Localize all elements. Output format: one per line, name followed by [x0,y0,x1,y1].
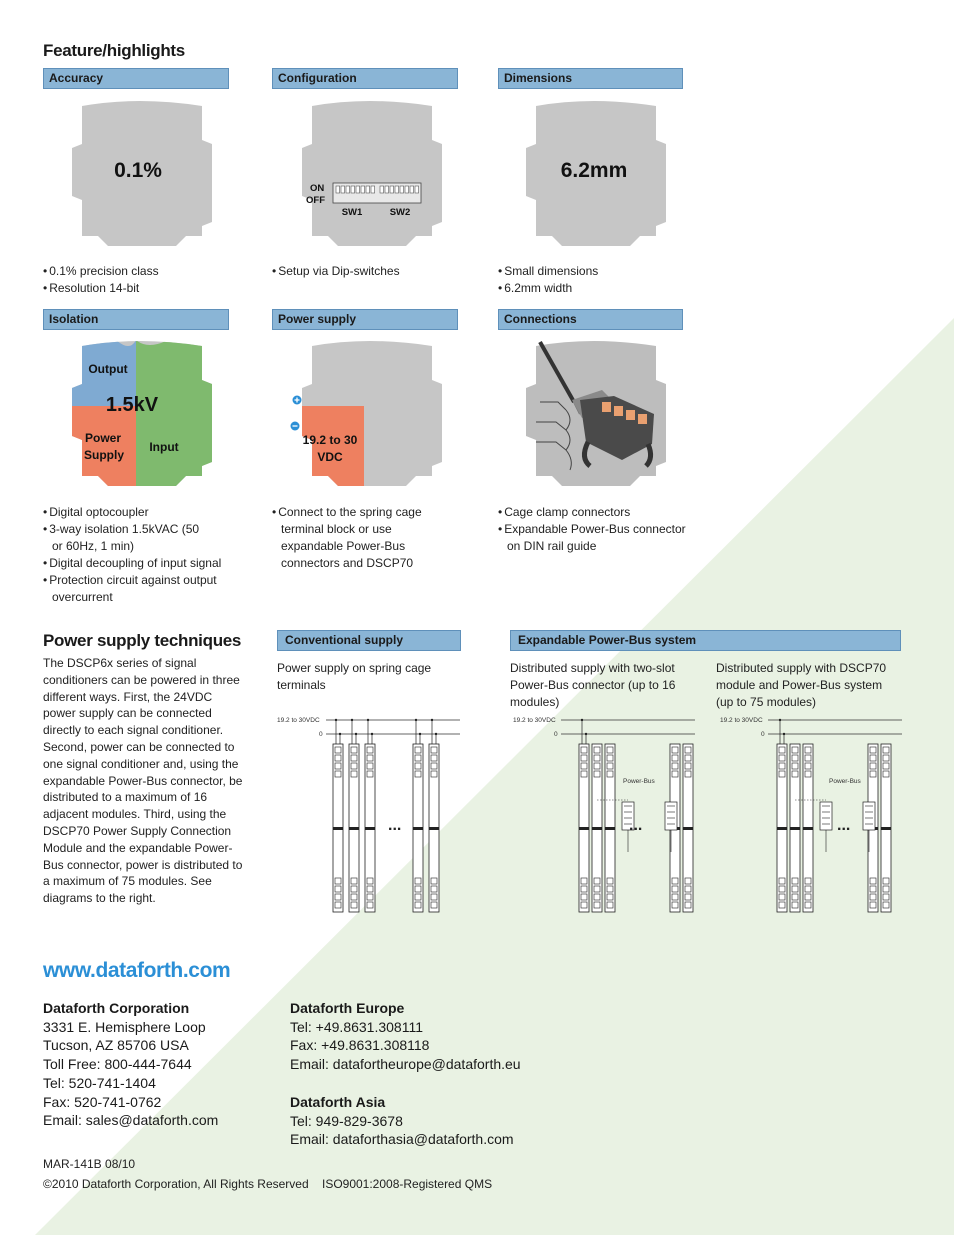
isolation-power-label: Power [84,431,122,445]
voltage-label: 19.2 to 30VDC [277,717,320,724]
list-item: • 0.1% precision class [43,263,233,280]
list-item: • Cage clamp connectors [498,504,688,521]
europe-name: Dataforth Europe [290,1000,405,1016]
dip-switch [395,186,399,193]
dip-switch [390,186,394,193]
corp-email[interactable]: Email: sales@dataforth.com [43,1112,219,1129]
isolation-bullets [43,504,233,606]
dip-switch [356,186,360,193]
connections-photo [522,340,672,490]
module-strip [777,719,787,912]
dimensions-module-graphic [522,100,672,250]
dimensions-bar: Dimensions [498,68,683,89]
configuration-module-graphic [298,100,448,250]
europe-fax: Fax: +49.8631.308118 [290,1037,430,1054]
dip-on-label: ON [310,183,325,194]
techniques-heading: Power supply techniques [43,631,242,650]
configuration-bar: Configuration [272,68,458,89]
module-strip [790,744,800,912]
dip-switch [366,186,370,193]
dip-off-label: OFF [306,195,325,206]
corp-street: 3331 E. Hemisphere Loop [43,1018,206,1035]
isolation-kv-value: 1.5kV [105,394,159,416]
europe-tel: Tel: +49.8631.308111 [290,1018,423,1035]
voltage-label: 19.2 to 30VDC [513,717,556,724]
dip-switch [341,186,345,193]
module-strip [333,719,343,912]
conventional-supply-bar: Conventional supply [277,630,461,651]
list-item: • 3-way isolation 1.5kVAC (50 or 60Hz, 1 min) [43,521,202,555]
module-strip [592,744,602,912]
accuracy-value: 0.1% [114,159,162,182]
expandable-caption-1: Distributed supply with two-slot Power-Bus connector (up to 16 modules) [510,661,676,709]
list-item: • Small dimensions [498,263,688,280]
isolation-bar: Isolation [43,309,229,330]
dip-switch [371,186,375,193]
asia-tel: Tel: 949-829-3678 [290,1112,403,1129]
dip-switch [346,186,350,193]
dip-switch [415,186,419,193]
list-item: • Expandable Power-Bus connector on DIN rail guide [498,521,688,555]
list-item: • Resolution 14-bit [43,280,233,297]
dip-switch [336,186,340,193]
corp-address [43,999,273,1130]
dip-switch [405,186,409,193]
module-strip [349,719,359,912]
ellipsis: ... [629,817,643,834]
website-link[interactable]: www.dataforth.com [43,959,231,982]
power-supply-unit: VDC [317,450,343,464]
list-item: • Digital optocoupler [43,504,233,521]
corp-name: Dataforth Corporation [43,1000,190,1016]
dimensions-bullets [498,263,688,297]
module-strip [365,719,375,912]
ellipsis: ... [837,817,851,834]
corp-fax: Fax: 520-741-0762 [43,1093,162,1110]
accuracy-bullets [43,263,233,297]
dip-switch [400,186,404,193]
asia-address [290,1093,590,1149]
asia-email[interactable]: Email: dataforthasia@dataforth.com [290,1131,514,1148]
expandable-caption-2: Distributed supply with DSCP70 module and Power-Bus system (up to 75 modules) [716,661,887,709]
isolation-module-graphic [68,340,218,490]
power-supply-voltage: 19.2 to 30 [302,433,358,447]
module-strip [881,744,891,912]
powerbus-connector [820,802,832,852]
module-strip [803,744,813,912]
footer-copyright: ©2010 Dataforth Corporation, All Rights Reserved ISO9001:2008-Registered QMS [43,1177,493,1191]
dscp70-75-diagram [712,712,912,917]
zero-label: 0 [554,731,558,738]
features-heading: Feature/highlights [43,41,185,60]
dimensions-value: 6.2mm [560,159,628,182]
power-supply-module-graphic [288,340,448,490]
connections-bullets [498,504,688,555]
isolation-input-label: Input [149,440,179,454]
list-item: • Connect to the spring cage terminal block or use expandable Power-Bus connectors and DSCP70 [272,504,450,572]
accuracy-bar: Accuracy [43,68,229,89]
power-supply-bar: Power supply [272,309,458,330]
dip-switch [351,186,355,193]
powerbus-16-diagram [505,712,705,917]
dip-switch [380,186,384,193]
europe-email[interactable]: Email: datafortheurope@dataforth.eu [290,1056,521,1073]
isolation-supply-label: Supply [83,448,125,462]
dip-switch [385,186,389,193]
asia-name: Dataforth Asia [290,1094,386,1110]
conventional-caption: Power supply on spring cage terminals [277,661,432,692]
ellipsis: ... [388,817,402,834]
accuracy-module-graphic [68,100,218,250]
isolation-output-label: Output [88,362,128,376]
module-strip [429,719,439,912]
list-item: • Protection circuit against output overcurrent [43,572,227,606]
voltage-label: 19.2 to 30VDC [720,717,763,724]
conventional-supply-diagram [270,712,470,917]
list-item: • Digital decoupling of input signal [43,555,233,572]
list-item: • 6.2mm width [498,280,688,297]
europe-address [290,999,590,1074]
module-strip [605,744,615,912]
module-strip [579,719,589,912]
configuration-bullets [272,263,462,280]
powerbus-label: Power-Bus [829,778,861,785]
module-strip [413,719,423,912]
dip-switch [361,186,365,193]
module-strip [683,744,693,912]
powerbus-label: Power-Bus [623,778,655,785]
corp-city: Tucson, AZ 85706 USA [43,1037,189,1054]
list-item: • Setup via Dip-switches [272,263,462,280]
expandable-powerbus-bar: Expandable Power-Bus system [510,630,901,651]
techniques-body: The DSCP6x series of signal conditioners can be powered in three different ways. First, the 24VDC power supply can be connected directly to each signal conditioner. Second, power can be connected to one signal conditioner and, using the expandable Power-Bus connector, be distributed to a maximum of 16 adjacent modules. Third, using the DSCP70 Power Supply Connection Module and the expandable Power-Bus connector, power is distributed to a maximum of 75 modules. See diagrams to the right. [43,656,243,906]
connections-bar: Connections [498,309,683,330]
sw1-label: SW1 [341,207,363,218]
zero-label: 0 [761,731,765,738]
zero-label: 0 [319,731,323,738]
corp-tel: Tel: 520-741-1404 [43,1074,156,1091]
power-supply-bullets [272,504,450,572]
footer-code: MAR-141B 08/10 [43,1157,136,1171]
corp-tollfree: Toll Free: 800-444-7644 [43,1056,192,1073]
sw2-label: SW2 [389,207,411,218]
dip-switch [410,186,414,193]
